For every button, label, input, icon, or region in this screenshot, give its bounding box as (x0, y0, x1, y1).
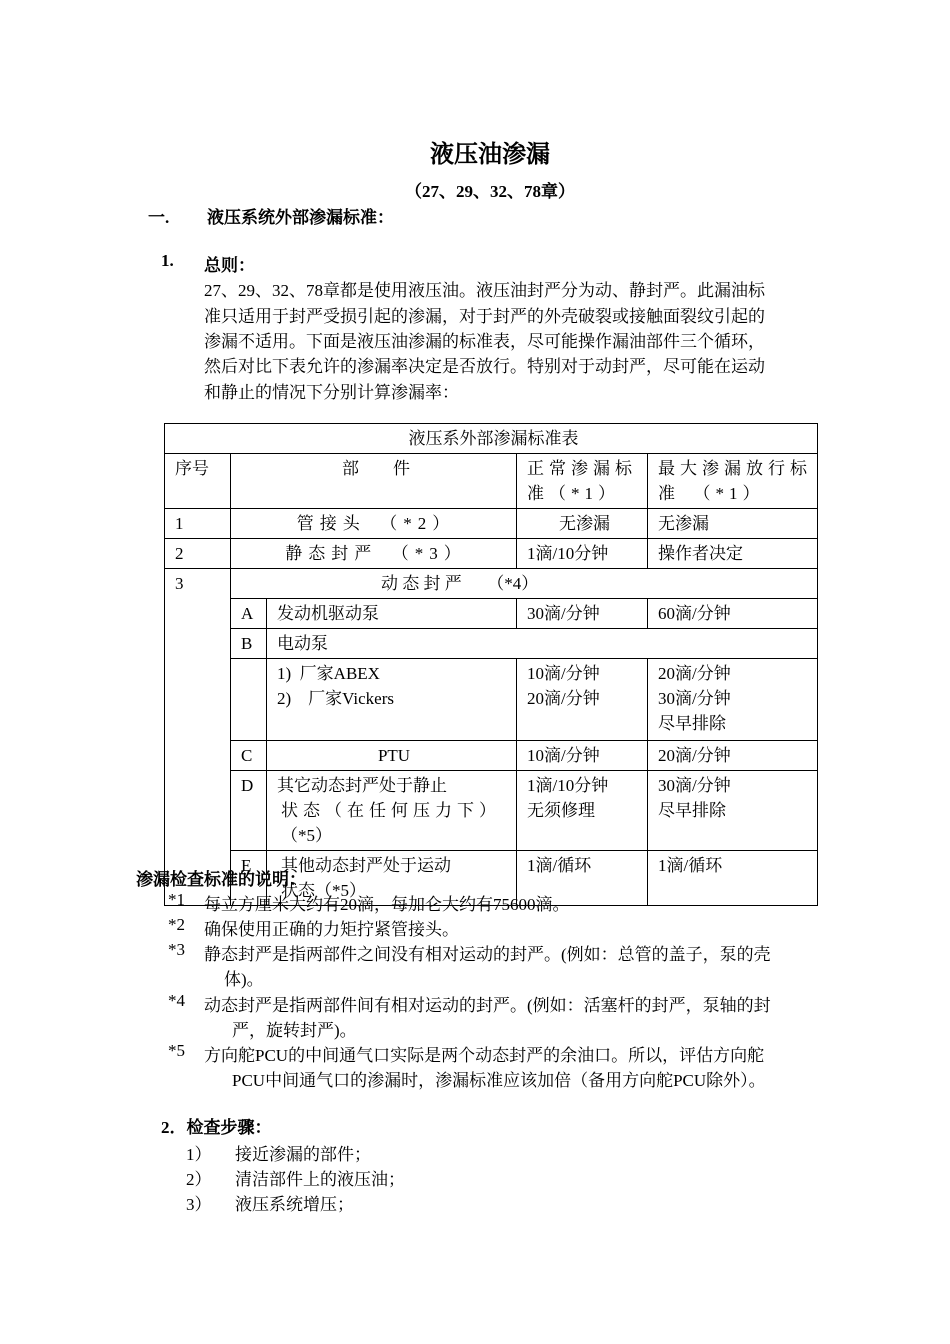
sub-d-id: D (231, 771, 267, 851)
general-number: 1. (161, 251, 174, 270)
sub-e-normal: 1滴/循环 (517, 851, 648, 906)
row3-no: 3 (165, 569, 231, 906)
general-paragraph-line: 准只适用于封严受损引起的渗漏，对于封严的外壳破裂或接触面裂纹引起的 (204, 307, 765, 326)
sub-e-part-line: 其他动态封严处于运动 (281, 856, 451, 875)
vendor-vickers: 2) 厂家Vickers (277, 689, 395, 708)
sub-d-max-line: 尽早排除 (658, 801, 726, 820)
abex-max: 20滴/分钟 (658, 664, 731, 683)
leak-standard-table (164, 423, 818, 906)
sub-c-part: PTU (267, 741, 517, 771)
sub-d-normal (517, 771, 648, 851)
header-max: 最大渗漏放行标准 （*1） (648, 454, 818, 509)
vickers-max: 30滴/分钟 (658, 689, 731, 708)
abex-normal: 10滴/分钟 (527, 664, 600, 683)
notes-title: 渗漏检查标准的说明： (136, 870, 306, 889)
sub-a-max: 60滴/分钟 (648, 599, 818, 629)
note-text: 静态封严是指两部件之间没有相对运动的封严。(例如：总管的盖子，泵的壳 (204, 945, 771, 964)
sub-c-normal: 10滴/分钟 (517, 741, 648, 771)
sub-c-id: C (231, 741, 267, 771)
sub-d-part (267, 771, 517, 851)
sub-c-max: 20滴/分钟 (648, 741, 818, 771)
note-marker: *3 (168, 940, 185, 959)
sub-a-normal: 30滴/分钟 (517, 599, 648, 629)
sub-e-part-line: 状态（*5） (281, 881, 366, 900)
row2-no: 2 (165, 539, 231, 569)
note-text-continued: PCU中间通气口的渗漏时，渗漏标准应该加倍（备用方向舵PCU除外）。 (232, 1071, 766, 1090)
vendor-abex: 1) 厂家ABEX (277, 664, 380, 683)
sub-e-id: E (231, 851, 267, 906)
note-marker: *5 (168, 1041, 185, 1060)
sub-d-max-line: 30滴/分钟 (658, 776, 731, 795)
vickers-normal: 20滴/分钟 (527, 689, 600, 708)
general-paragraph-line: 渗漏不适用。下面是液压油渗漏的标准表，尽可能操作漏油部件三个循环， (204, 332, 765, 351)
sub-b-detail-max (648, 659, 818, 741)
header-normal: 正常渗漏标准（*1） (517, 454, 648, 509)
row2-part: 静态封严 （*3） (231, 539, 517, 569)
step-number: 3） (186, 1195, 212, 1214)
row2-max: 操作者决定 (648, 539, 818, 569)
note-text: 方向舵PCU的中间通气口实际是两个动态封严的余油口。所以，评估方向舵 (204, 1046, 765, 1065)
header-no: 序号 (165, 454, 231, 509)
general-paragraph-line: 然后对比下表允许的渗漏率决定是否放行。特别对于动封严，尽可能在运动 (204, 357, 765, 376)
note-text: 确保使用正确的力矩拧紧管接头。 (204, 920, 459, 939)
row3-part: 动 态 封 严 （*4） (231, 569, 818, 599)
document-title: 液压油渗漏 (430, 142, 550, 168)
note-marker: *4 (168, 991, 185, 1010)
sub-d-normal-line: 无须修理 (527, 801, 595, 820)
sub-d-part-line: 其它动态封严处于静止 (277, 776, 447, 795)
vickers-max-note: 尽早排除 (658, 714, 726, 733)
row1-normal: 无渗漏 (517, 509, 648, 539)
sub-d-normal-line: 1滴/10分钟 (527, 776, 609, 795)
row2-normal: 1滴/10分钟 (517, 539, 648, 569)
sub-b-detail-normal (517, 659, 648, 741)
sub-a-part: 发动机驱动泵 (267, 599, 517, 629)
sub-b-detail-id (231, 659, 267, 741)
row1-part: 管接头 （*2） (231, 509, 517, 539)
section-2-title: 2．检查步骤： (161, 1118, 272, 1137)
sub-d-max (648, 771, 818, 851)
row1-max: 无渗漏 (648, 509, 818, 539)
chapter-reference: （27、29、32、78章） (405, 182, 575, 201)
note-marker: *1 (168, 890, 185, 909)
step-number: 2） (186, 1170, 212, 1189)
note-text: 每立方厘米大约有20滴，每加仑大约有75600滴。 (204, 895, 570, 914)
note-text: 动态封严是指两部件间有相对运动的封严。(例如：活塞杆的封严，泵轴的封 (204, 996, 771, 1015)
note-text-continued: 体)。 (224, 970, 264, 989)
note-text-continued: 严，旋转封严)。 (232, 1021, 357, 1040)
section-1-number: 一. (148, 208, 170, 227)
sub-b-part: 电动泵 (267, 629, 818, 659)
header-part: 部 件 (231, 454, 517, 509)
general-title: 总则： (204, 256, 255, 275)
step-number: 1） (186, 1145, 212, 1164)
row1-no: 1 (165, 509, 231, 539)
step-text: 液压系统增压； (235, 1195, 354, 1214)
sub-d-part-line: （*5） (281, 826, 332, 845)
note-marker: *2 (168, 915, 185, 934)
section-1-title: 液压系统外部渗漏标准： (207, 208, 394, 227)
sub-e-max: 1滴/循环 (648, 851, 818, 906)
step-text: 接近渗漏的部件； (235, 1145, 371, 1164)
step-text: 清洁部件上的液压油； (235, 1170, 405, 1189)
sub-a-id: A (231, 599, 267, 629)
sub-d-part-line: 状态（在任何压力下） (281, 801, 501, 820)
table-caption: 液压系外部渗漏标准表 (165, 424, 818, 454)
general-paragraph-line: 27、29、32、78章都是使用液压油。液压油封严分为动、静封严。此漏油标 (204, 281, 765, 300)
sub-b-detail-part (267, 659, 517, 741)
sub-b-id: B (231, 629, 267, 659)
general-paragraph-line: 和静止的情况下分别计算渗漏率： (204, 383, 459, 402)
